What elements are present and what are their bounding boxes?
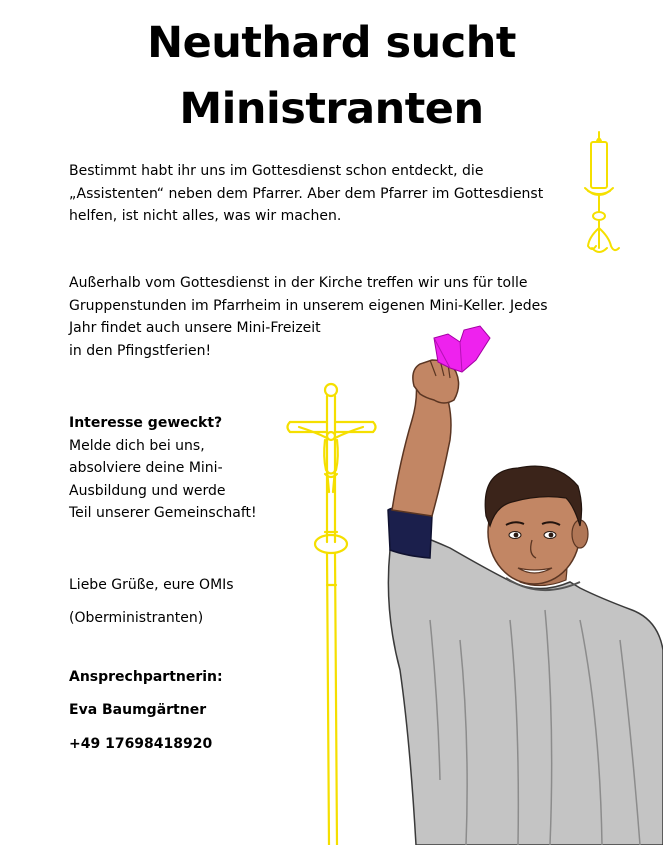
interest-paragraph xyxy=(69,412,257,525)
interest-heading: Interesse geweckt? xyxy=(69,415,223,431)
activities-line: in den Pfingstferien! xyxy=(69,342,212,359)
intro-paragraph xyxy=(69,160,543,228)
title-line-1: Neuthard sucht xyxy=(147,18,516,68)
intro-line: Bestimmt habt ihr uns im Gottesdienst schon entdeckt, die xyxy=(69,163,484,179)
title-line-2: Ministranten xyxy=(179,84,484,134)
candle-icon xyxy=(580,128,630,263)
greeting-line: Liebe Grüße, eure OMIs xyxy=(69,577,234,593)
interest-line: Ausbildung und werde xyxy=(69,482,226,499)
intro-line: helfen, ist nicht alles, was wir machen. xyxy=(69,208,342,224)
interest-line: absolviere deine Mini- xyxy=(69,460,223,476)
heart-icon xyxy=(430,322,494,374)
contact-label: Ansprechpartnerin: xyxy=(69,669,223,685)
activities-line: Jahr findet auch unsere Mini-Freizeit xyxy=(69,320,321,336)
contact-phone: +49 17698418920 xyxy=(69,736,213,752)
intro-line: „Assistenten“ neben dem Pfarrer. Aber dem Pfarrer im Gottesdienst xyxy=(69,185,544,202)
greeting-subline: (Oberministranten) xyxy=(69,610,204,626)
contact-name: Eva Baumgärtner xyxy=(69,702,207,718)
interest-line: Melde dich bei uns, xyxy=(69,437,205,454)
activities-line: Gruppenstunden im Pfarrheim in unserem eigenen Mini-Keller. Jedes xyxy=(69,297,548,314)
processional-cross-icon xyxy=(285,382,380,845)
activities-line: Außerhalb vom Gottesdienst in der Kirche treffen wir uns für tolle xyxy=(69,275,528,291)
interest-line: Teil unserer Gemeinschaft! xyxy=(69,505,257,521)
altar-server-boy-illustration xyxy=(370,320,663,845)
page-title xyxy=(0,10,663,142)
